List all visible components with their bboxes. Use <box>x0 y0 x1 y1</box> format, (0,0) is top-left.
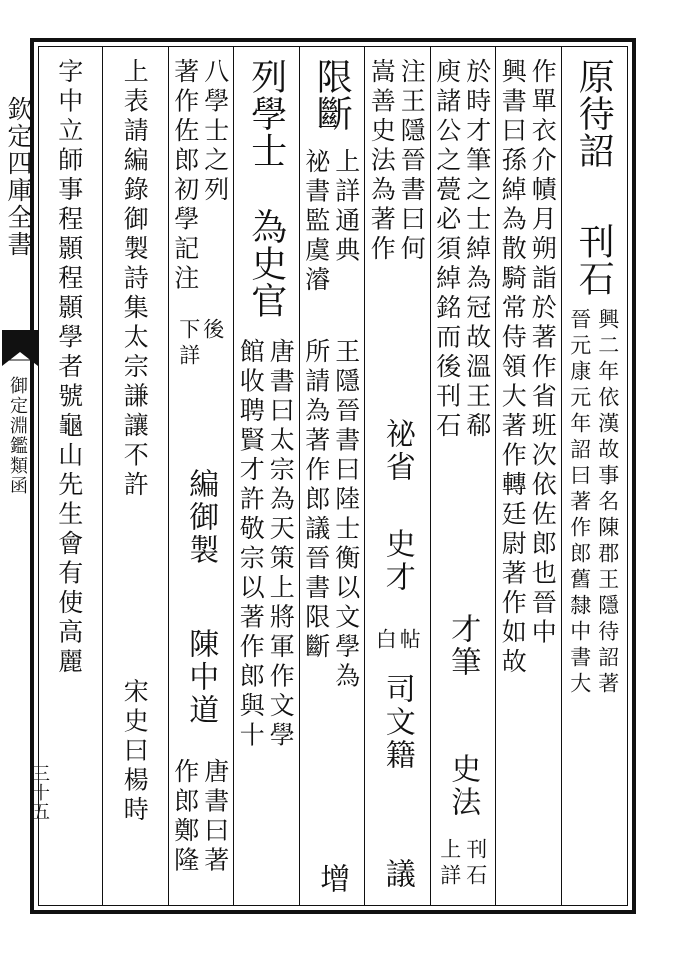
text-column <box>430 58 496 904</box>
column-text: 刊石 <box>463 838 488 890</box>
column-text: 館收聘賢才許敬宗以著作郎與十 <box>236 338 266 751</box>
column-text: 作單衣介幘月朔詣於著作省班次依佐郎也晉中 <box>528 58 558 648</box>
column-text: 後 <box>200 318 225 344</box>
text-column <box>299 58 365 904</box>
column-text: 編御製 <box>183 468 219 567</box>
column-text: 增 <box>314 863 350 896</box>
folio-number: 三十五 <box>29 764 50 821</box>
column-text: 唐書曰著 <box>200 758 230 876</box>
column-text: 限斷 <box>311 58 353 132</box>
column-text: 於時才筆之士綽為冠故溫王郗 <box>462 58 492 442</box>
column-text: 原待詔 <box>573 58 615 169</box>
column-text: 刊石 <box>573 223 615 297</box>
column-text: 為史官 <box>245 208 287 319</box>
column-text: 八學士之列 <box>200 58 230 206</box>
column-text: 興二年依漢故事名陳郡王隱待詔著 <box>595 308 620 698</box>
column-text: 宋史曰楊時 <box>120 678 150 826</box>
text-column <box>233 58 299 904</box>
column-text: 著作佐郎初學記注 <box>170 58 200 294</box>
column-text: 所請為著作郎議晉書限斷 <box>301 338 331 663</box>
column-text: 上詳通典 <box>331 148 361 266</box>
collection-title: 御定淵鑑類函 <box>7 376 28 496</box>
text-column <box>364 58 430 904</box>
column-text: 議 <box>379 858 415 891</box>
column-text: 下詳 <box>176 318 201 370</box>
text-column <box>37 58 103 904</box>
column-text: 才筆 <box>445 613 481 679</box>
column-text: 字中立師事程顥程顥學者號龜山先生會有使高麗 <box>54 58 84 678</box>
column-text: 作郎鄭隆 <box>170 758 200 876</box>
text-column <box>561 58 627 904</box>
column-text: 嵩善史法為著作 <box>367 58 397 265</box>
column-text: 注王隱晉書曰何 <box>397 58 427 265</box>
text-column <box>168 58 234 904</box>
column-text: 祕書監虞濬 <box>301 148 331 296</box>
column-text: 唐書曰太宗為天策上將軍作文學 <box>266 338 296 751</box>
column-text: 興書曰孫綽為散騎常侍領大著作轉廷尉著作如故 <box>498 58 528 678</box>
column-text: 陳中道 <box>183 628 219 727</box>
column-text: 祕省 <box>379 418 415 484</box>
text-column <box>102 58 168 904</box>
column-text: 上表請編錄御製詩集太宗謙讓不許 <box>120 58 150 501</box>
text-column <box>495 58 561 904</box>
column-text: 上詳 <box>437 838 462 890</box>
column-text: 列學士 <box>245 58 287 169</box>
book-title: 欽定四庫全書 <box>4 96 33 258</box>
column-text: 帖 <box>397 628 422 654</box>
column-text: 王隱晉書曰陸士衡以文學為 <box>331 338 361 692</box>
column-text: 史才 <box>379 528 415 594</box>
column-text: 司文籍 <box>379 673 415 772</box>
column-text: 庾諸公之甍必須綽銘而後刊石 <box>432 58 462 442</box>
column-text: 史法 <box>445 753 481 819</box>
column-text: 白 <box>373 628 398 654</box>
column-text: 晉元康元年詔曰著作郎舊隸中書大 <box>567 308 592 698</box>
